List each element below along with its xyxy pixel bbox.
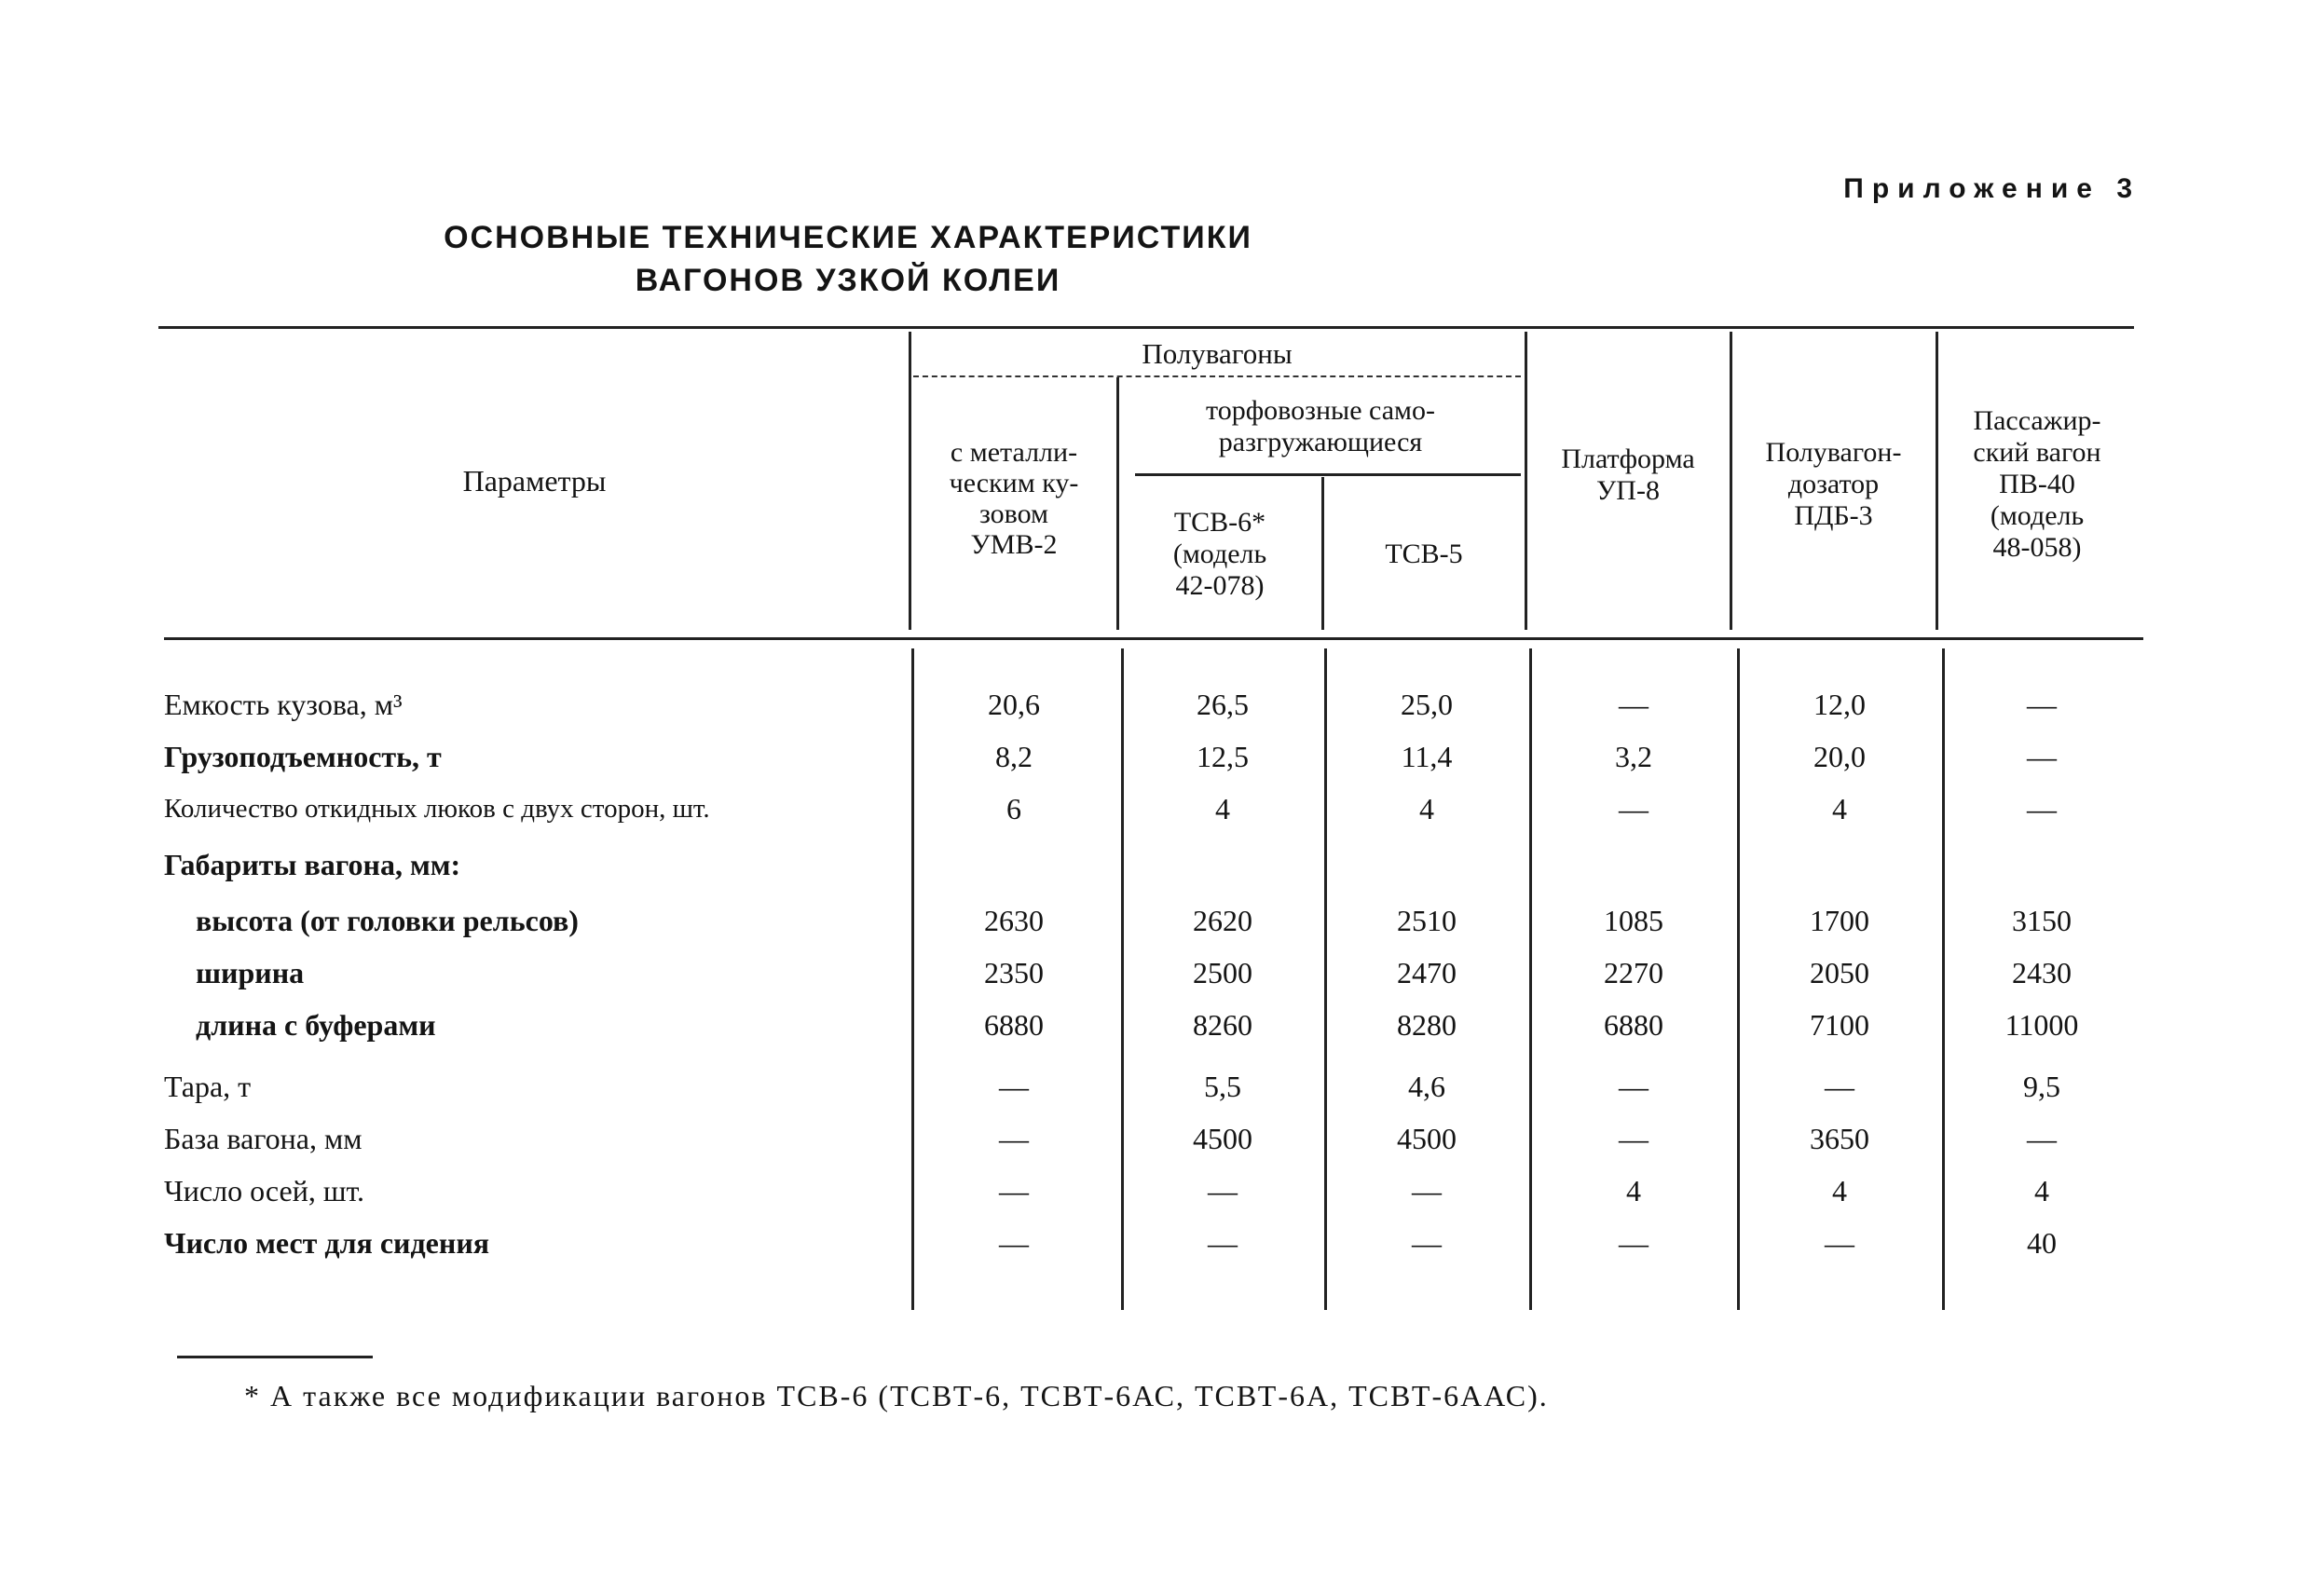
cell-passenger: — <box>2027 688 2057 721</box>
header-params: Параметры <box>462 464 607 498</box>
row-label: Грузоподъемность, т <box>164 740 442 773</box>
col-divider-4 <box>1525 332 1527 630</box>
cell-passenger: 3150 <box>2012 904 2072 937</box>
cell-umv: 20,6 <box>988 688 1040 721</box>
cell-passenger: — <box>2027 792 2057 825</box>
cell-umv: 2350 <box>984 956 1044 989</box>
cell-umv: — <box>999 1226 1029 1260</box>
cell-passenger: — <box>2027 740 2057 773</box>
cell-umv: 6880 <box>984 1008 1044 1042</box>
table-row <box>0 1165 2312 1217</box>
header-col-tsv5: ТСВ-5 <box>1385 539 1463 569</box>
table-row <box>0 947 2312 999</box>
cell-umv: 6 <box>1006 792 1021 825</box>
footnote-rule <box>177 1356 373 1358</box>
cell-dozator: 4 <box>1832 1174 1847 1207</box>
cell-passenger: 11000 <box>2004 1008 2079 1042</box>
cell-platform: 6880 <box>1604 1008 1663 1042</box>
row-label: ширина <box>196 956 305 989</box>
cell-tsv5: 2510 <box>1397 904 1457 937</box>
row-label: Число мест для сидения <box>164 1226 490 1260</box>
cell-umv: — <box>999 1174 1029 1207</box>
cell-tsv6: 26,5 <box>1197 688 1249 721</box>
col-divider-5 <box>1730 332 1732 630</box>
title-line-2: ВАГОНОВ УЗКОЙ КОЛЕИ <box>635 263 1061 298</box>
cell-tsv5: 4 <box>1419 792 1434 825</box>
table-row <box>0 894 2312 947</box>
row-label: высота (от головки рельсов) <box>196 904 579 937</box>
cell-dozator: — <box>1825 1226 1854 1260</box>
cell-tsv5: 2470 <box>1397 956 1457 989</box>
col-divider-2 <box>1116 377 1119 630</box>
table-row <box>0 783 2312 835</box>
cell-passenger: 40 <box>2027 1226 2057 1260</box>
table-row <box>0 839 2312 891</box>
cell-platform: — <box>1619 792 1648 825</box>
header-col-tsv6: ТСВ-6* (модель 42-078) <box>1172 507 1267 601</box>
cell-dozator: — <box>1825 1070 1854 1103</box>
row-label: База вагона, мм <box>164 1122 363 1155</box>
cell-tsv6: 8260 <box>1193 1008 1252 1042</box>
cell-passenger: 4 <box>2034 1174 2049 1207</box>
header-col-passenger: Пассажир- ский вагон ПВ-40 (модель 48-058) <box>1973 405 2101 563</box>
cell-dozator: 3650 <box>1810 1122 1869 1155</box>
col-divider-1 <box>909 332 911 630</box>
cell-tsv6: 2500 <box>1193 956 1252 989</box>
table-row <box>0 1217 2312 1269</box>
cell-umv: 8,2 <box>995 740 1033 773</box>
cell-tsv5: 8280 <box>1397 1008 1457 1042</box>
header-group-poluvagony: Полувагоны <box>1142 337 1293 370</box>
table-row <box>0 730 2312 783</box>
col-divider-3 <box>1321 477 1324 630</box>
appendix-label: Приложение 3 <box>1843 173 2141 204</box>
row-label: длина с буферами <box>196 1008 436 1042</box>
table-row <box>0 1112 2312 1165</box>
cell-tsv5: 11,4 <box>1401 740 1453 773</box>
cell-platform: — <box>1619 1226 1648 1260</box>
cell-tsv6: 4 <box>1215 792 1230 825</box>
page-title <box>0 216 1696 302</box>
header-col-platform: Платформа УП-8 <box>1561 443 1695 506</box>
cell-dozator: 12,0 <box>1813 688 1866 721</box>
cell-dozator: 7100 <box>1810 1008 1869 1042</box>
cell-tsv6: — <box>1208 1226 1238 1260</box>
cell-tsv6: — <box>1208 1174 1238 1207</box>
title-line-1: ОСНОВНЫЕ ТЕХНИЧЕСКИЕ ХАРАКТЕРИСТИКИ <box>444 220 1252 255</box>
cell-passenger: — <box>2027 1122 2057 1155</box>
cell-platform: — <box>1619 1070 1648 1103</box>
cell-platform: — <box>1619 688 1648 721</box>
header-bottom-rule <box>164 637 2143 640</box>
row-label: Емкость кузова, м³ <box>164 688 403 721</box>
cell-platform: 4 <box>1626 1174 1641 1207</box>
header-col-dozator: Полувагон- дозатор ПДБ-3 <box>1765 437 1902 531</box>
cell-dozator: 2050 <box>1810 956 1869 989</box>
cell-dozator: 20,0 <box>1813 740 1866 773</box>
header-col-umv: с металли- ческим ку- зовом УМВ-2 <box>949 437 1079 560</box>
cell-passenger: 9,5 <box>2023 1070 2060 1103</box>
cell-dozator: 4 <box>1832 792 1847 825</box>
cell-platform: — <box>1619 1122 1648 1155</box>
cell-dozator: 1700 <box>1810 904 1869 937</box>
cell-tsv5: — <box>1412 1226 1442 1260</box>
cell-platform: 1085 <box>1604 904 1663 937</box>
cell-tsv5: — <box>1412 1174 1442 1207</box>
cell-tsv6: 5,5 <box>1204 1070 1241 1103</box>
cell-umv: — <box>999 1122 1029 1155</box>
cell-tsv6: 2620 <box>1193 904 1252 937</box>
cell-tsv6: 4500 <box>1193 1122 1252 1155</box>
table-top-rule <box>158 326 2134 329</box>
cell-platform: 3,2 <box>1615 740 1652 773</box>
cell-tsv6: 12,5 <box>1197 740 1249 773</box>
footnote: * А также все модификации вагонов ТСВ-6 (ТСВТ-6, ТСВТ-6АС, ТСВТ-6А, ТСВТ-6ААС). <box>244 1379 1549 1412</box>
cell-umv: — <box>999 1070 1029 1103</box>
cell-tsv5: 4,6 <box>1408 1070 1445 1103</box>
table-row <box>0 999 2312 1051</box>
cell-tsv5: 4500 <box>1397 1122 1457 1155</box>
cell-platform: 2270 <box>1604 956 1663 989</box>
row-label: Количество откидных люков с двух сторон, шт. <box>164 794 710 824</box>
table-row <box>0 1060 2312 1112</box>
row-label: Число осей, шт. <box>164 1174 365 1207</box>
header-group-torf: торфовозные само- разгружающиеся <box>1206 395 1435 457</box>
group-rule-torf <box>1135 473 1521 476</box>
cell-tsv5: 25,0 <box>1401 688 1453 721</box>
row-label: Габариты вагона, мм: <box>164 848 461 881</box>
row-label: Тара, т <box>164 1070 252 1103</box>
table-row <box>0 678 2312 730</box>
cell-passenger: 2430 <box>2012 956 2072 989</box>
cell-umv: 2630 <box>984 904 1044 937</box>
